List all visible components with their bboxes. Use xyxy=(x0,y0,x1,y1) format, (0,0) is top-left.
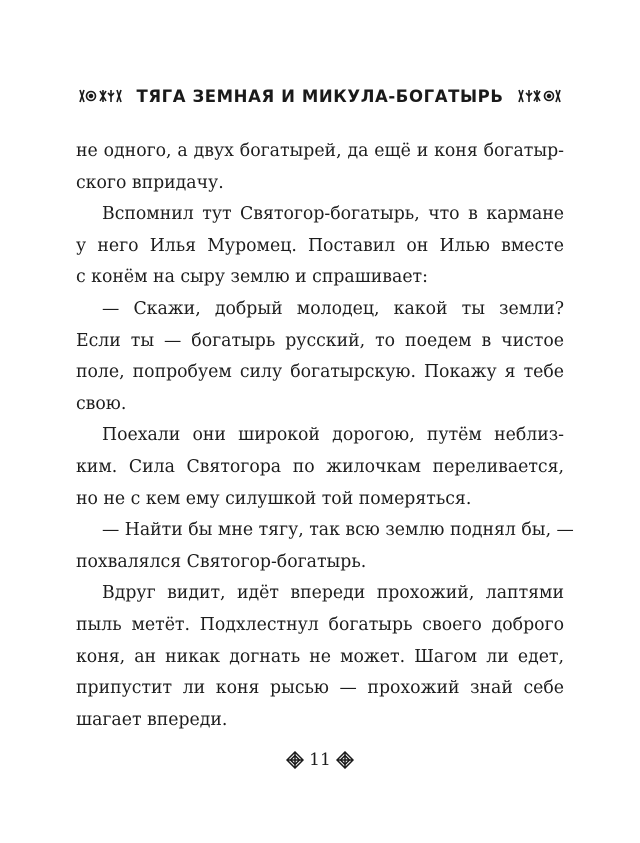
running-header-title: ТЯГА ЗЕМНАЯ И МИКУЛА-БОГАТЫРЬ xyxy=(136,86,504,106)
diamond-knot-icon xyxy=(286,751,304,769)
body-text xyxy=(76,136,574,736)
page-folio xyxy=(0,750,640,770)
text-line: похвалялся Святогор-богатырь. xyxy=(76,551,367,572)
text-line: Поехали они широкой дорогою, путём неблиз- xyxy=(102,425,564,446)
text-line: с конём на сыру землю и спрашивает: xyxy=(76,267,428,288)
page-number: 11 xyxy=(309,750,331,770)
text-line: ким. Сила Святогора по жилочкам переливается, xyxy=(76,456,564,477)
text-line: коня, ан никак догнать не может. Шагом ли едет, xyxy=(76,646,564,667)
text-line: Вспомнил тут Святогор-богатырь, что в кармане xyxy=(102,204,564,225)
text-line: припустит ли коня рысью — прохожий знай себе xyxy=(76,678,564,699)
text-line: — Скажи, добрый молодец, какой ты земли? xyxy=(102,298,564,319)
text-line: ского впридачу. xyxy=(76,172,224,193)
folk-ornament-icon xyxy=(518,88,562,104)
text-line: пыль метёт. Подхлестнул богатырь своего доброго xyxy=(76,614,564,635)
text-line: — Найти бы мне тягу, так всю землю поднял бы, — xyxy=(102,520,574,541)
text-line: свою. xyxy=(76,393,127,414)
text-line: шагает впереди. xyxy=(76,709,228,730)
text-line: Если ты — богатырь русский, то поедем в чистое xyxy=(76,330,564,351)
text-line: Вдруг видит, идёт впереди прохожий, лаптями xyxy=(102,583,564,604)
running-header xyxy=(0,84,640,108)
text-line: поле, попробуем силу богатырскую. Покажу я тебе xyxy=(76,362,564,383)
text-line: но не с кем ему силушкой той померяться. xyxy=(76,488,472,509)
text-line: у него Илья Муромец. Поставил он Илью вместе xyxy=(76,235,564,256)
folk-ornament-icon xyxy=(78,88,122,104)
diamond-knot-icon xyxy=(336,751,354,769)
text-line: не одного, а двух богатырей, да ещё и коня богатыр- xyxy=(76,141,564,161)
